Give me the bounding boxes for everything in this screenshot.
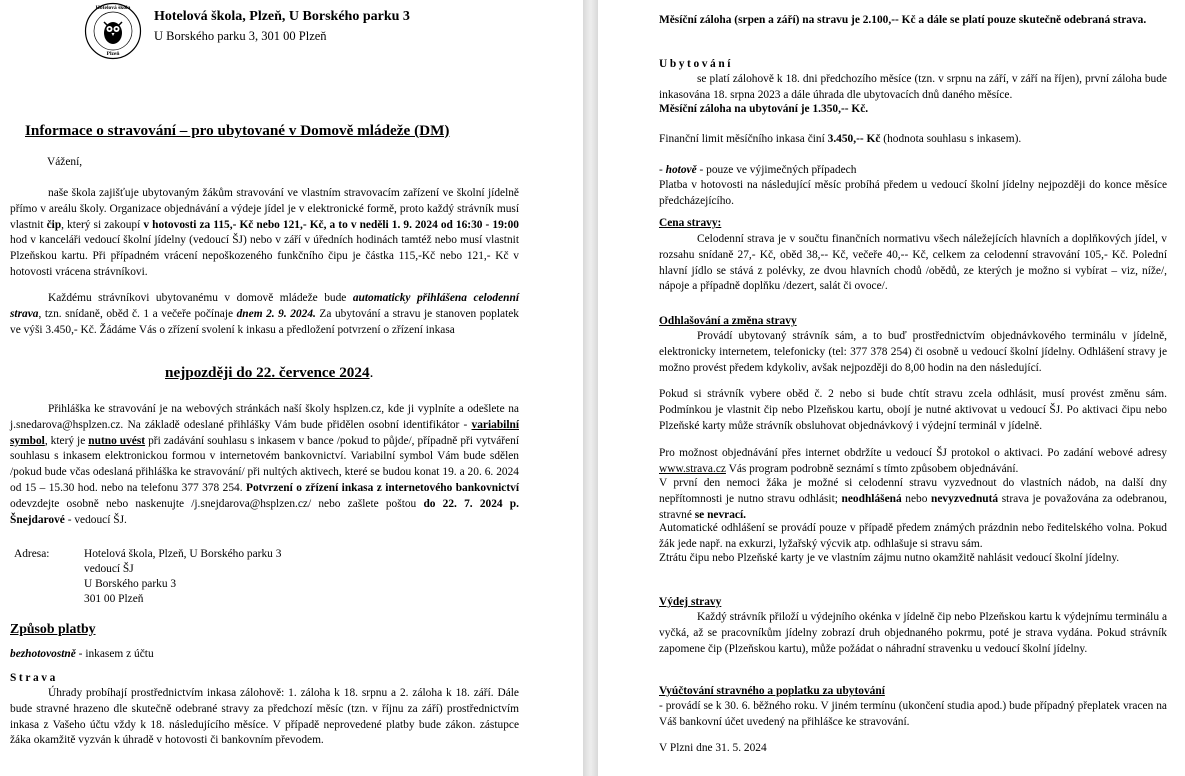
text: , který si zakoupí xyxy=(61,218,144,231)
text: hod v kanceláři vedoucí školní jídelny (vedoucí ŠJ) nebo v září v úředních hodinách tamtéž nebo musí vlastnit Plzeňskou kartu. Při případném vrácení nepoškozeného funkčního čipu je částka 115,-Kč nebo 121,- Kč v hotovosti vrácena strávníkovi. xyxy=(10,234,519,278)
application-paragraph xyxy=(10,402,519,528)
text: Vás program podrobně seznámí s tímto způsobem objednávání. xyxy=(725,462,1019,475)
logo-text-top: Hotelová škola xyxy=(95,5,131,11)
text: . xyxy=(369,364,374,381)
strava-paragraph: Úhrady probíhají prostřednictvím inkasa zálohově: 1. záloha k 18. srpnu a 2. záloha k 18. září. Dále bude stravné hrazeno dle skutečně odebrané stravy za předchozí měsíc (tzn. v říjnu za září) prostřednictvím inkasa z Vašeho účtu vždy k 18. následujícího měsíce. V případě neprovedené platby bude zákon. zástupce žáka okamžitě vyzván k úhradě v hotovosti či bankovním převodem. xyxy=(10,687,519,747)
text-bold: neodhlášená xyxy=(841,492,902,505)
text-bold: nevyzvednutá xyxy=(931,492,999,505)
cashless-line xyxy=(10,647,154,663)
price-heading: Cena stravy: xyxy=(659,217,722,229)
accommodation-paragraph: se platí zálohově k 18. dni předchozího měsíce (tzn. v srpnu na září, v září na říjen), první záloha bude inkasována 18. srpna 2023 a dále úhrada dle ubytovacích dnů daného měsíce. xyxy=(659,73,1167,101)
text: , tzn. snídaně, oběd č. 1 a večeře počínaje xyxy=(38,307,237,320)
text: (hodnota souhlasu s inkasem). xyxy=(880,133,1022,145)
address-label: Adresa: xyxy=(14,548,50,560)
payment-heading: Způsob platby xyxy=(10,621,96,636)
cancellation-paragraph-5: Automatické odhlášení se provádí pouze v případě předem známých prázdnin nebo ředitelského volna. Pokud žák jede např. na exkurzi, lyžařský výcvik atp. odhlašuje si stravu sám. xyxy=(659,522,1167,550)
settlement-heading: Vyúčtování stravného a poplatku za ubytování xyxy=(659,685,885,697)
text-bold-underline: variabilní symbol xyxy=(10,418,519,447)
text-bold: 3.450,-- Kč xyxy=(827,133,881,145)
accommodation-label: Ubytování xyxy=(659,58,734,70)
page-title: Informace o stravování – pro ubytované v Domově mládeže (DM) xyxy=(25,122,450,139)
text-bold: Potvrzení o zřízení inkasa z internetového bankovnictví xyxy=(246,481,519,494)
address-line-1: Hotelová škola, Plzeň, U Borského parku 3 xyxy=(84,548,282,560)
issue-heading: Výdej stravy xyxy=(659,596,722,608)
header-address: U Borského parku 3, 301 00 Plzeň xyxy=(154,29,327,43)
text-bold-italic: automaticky přihlášena celodenní strava xyxy=(10,292,519,320)
text: Každému strávníkovi ubytovanému v domově mládeže bude xyxy=(48,292,353,304)
text-bold: v hotovosti za 115,- Kč nebo 121,- Kč, a to v neděli 1. 9. 2024 od 16:30 - 19:00 xyxy=(143,218,519,231)
text: při zadávání souhlasu s inkasem v bance /pokud to půjde/, případně při vytváření souhlasu s inkasem elektronickou formou v internetovém bankovnictví. Variabilní symbol Vám bude sdělen /pokud bude včas odeslaná přihláška ke stravování/ při nultých aktivech, které se budou konat 19. a 20. 6. 2024 od 15 – 15.30 hod. nebo na telefonu 377 378 254. xyxy=(10,434,520,494)
cancellation-paragraph-4 xyxy=(659,476,1167,523)
text-bold-underline: nutno uvést xyxy=(88,434,146,447)
cancellation-paragraph-2: Pokud si strávník vybere oběd č. 2 nebo si bude chtít stravu zcela odhlásit, musí provést změnu sám. Podmínkou je vlastnit čip nebo Plzeňskou kartu, obojí je nutné aktivovat u vedoucí ŠJ. Po aktivaci čipu nebo Plzeňské karty může strávník obsluhovat objednávkový i výdejní terminál v jídelně. xyxy=(659,388,1167,432)
school-logo xyxy=(84,2,142,60)
text: , který je xyxy=(44,434,89,447)
text: Finanční limit měsíčního inkasa činí xyxy=(659,133,828,145)
text: Přihláška ke stravování je na webových stránkách naší školy hsplzen.cz, kde ji vyplníte a odešlete na j.snedarova@hsplzen.cz. Na základě odeslané přihlášky Vám bude přidělen osobní identifikátor - xyxy=(10,403,519,431)
text: V první den nemoci žáka je možné si celodenní stravu vyzvednout do vlastních nádob, na další dny nepřítomnosti je nutno stravu odhlásit; xyxy=(659,477,1167,505)
cancellation-paragraph-6: Ztrátu čipu nebo Plzeňské karty je ve vlastním zájmu nutno okamžitě nahlásit vedoucí školní jídelny. xyxy=(659,552,1120,564)
settlement-paragraph: - provádí se k 30. 6. běžného roku. V jiném termínu (ukončení studia apod.) bude případný přeplatek vracen na Váš bankovní účet uvedený na přihlášce ke stravování. xyxy=(659,700,1167,728)
address-line-2: vedoucí ŠJ xyxy=(84,563,134,575)
text-bold-italic: hotově xyxy=(665,164,697,176)
auto-registration-paragraph xyxy=(10,291,519,338)
intro-paragraph xyxy=(10,186,519,281)
text-bold: čip xyxy=(46,218,62,231)
deadline: nejpozději do 22. července 2024 xyxy=(165,364,370,381)
text: Pro možnost objednávání přes internet obdržíte u vedoucí ŠJ protokol o aktivaci. Po zadání webové adresy xyxy=(659,447,1167,459)
text: - vedoucí ŠJ. xyxy=(64,513,127,526)
logo-text-bottom: Plzeň xyxy=(106,51,120,57)
text: odevzdejte osobně nebo naskenujte /j.snejdarova@hsplzen.cz/ nebo zašlete poštou xyxy=(10,497,424,510)
strava-link[interactable]: www.strava.cz xyxy=(659,462,726,475)
text-bold: do 22. 7. 2024 p. Šnejdarové xyxy=(10,497,519,526)
accommodation-deposit: Měsíční záloha na ubytování je 1.350,-- Kč. xyxy=(659,103,869,115)
cancellation-paragraph-1: Provádí ubytovaný strávník sám, a to buď prostřednictvím objednávkového terminálu v jídelně, elektronicky internetem, telefonicky (tel: 377 378 254) či osobně u vedoucí školní jídelny. Odhlášení stravy je možno provést předem kdykoliv, avšak nejpozději do 8,00 hodin na den následující. xyxy=(659,330,1167,374)
text-bold: se nevrací. xyxy=(694,508,746,521)
text: strava je považována za odebranou, stravné xyxy=(659,492,1167,521)
header-school-name: Hotelová škola, Plzeň, U Borského parku 3 xyxy=(154,9,410,24)
text: nebo xyxy=(901,492,932,505)
deadline-line xyxy=(165,364,373,382)
left-page xyxy=(0,0,583,776)
address-line-3: U Borského parku 3 xyxy=(84,578,177,590)
salutation: Vážení, xyxy=(47,156,83,168)
text: - xyxy=(659,164,666,176)
cash-paragraph: Platba v hotovosti na následující měsíc probíhá předem u vedoucí školní jídelny nejpozději do konce měsíce předcházejícího. xyxy=(659,179,1167,207)
strava-label: Strava xyxy=(10,672,58,684)
page-gutter xyxy=(583,0,598,776)
monthly-deposit-food: Měsíční záloha (srpen a září) na stravu je 2.100,-- Kč a dále se platí pouze skutečně odebraná strava. xyxy=(659,14,1147,26)
cash-line xyxy=(659,163,856,179)
monthly-limit xyxy=(659,132,1021,148)
text: - pouze ve výjimečných případech xyxy=(696,164,857,176)
address-line-4: 301 00 Plzeň xyxy=(84,593,144,605)
text: Za ubytování a stravu je stanoven poplatek ve výši 3.450,- Kč. Žádáme Vás o zřízení svolení k inkasu a předložení potvrzení o zřízení inkasa xyxy=(10,307,519,336)
cancellation-heading: Odhlašování a změna stravy xyxy=(659,315,797,327)
text: naše škola zajišťuje ubytovaným žákům stravování ve vlastním stravovacím zařízení ve školní jídelně přímo v areálu školy. Organizace objednávání a výdeje jídel je v elektronické formě, proto každý strávník musí vlastnit xyxy=(10,187,519,231)
right-page xyxy=(598,0,1185,776)
text-bold-italic: dnem 2. 9. 2024. xyxy=(236,307,316,320)
cancellation-paragraph-3 xyxy=(659,446,1167,478)
issue-paragraph: Každý strávník přiloží u výdejního okénka v jídelně čip nebo Plzeňskou kartu k výdejnímu terminálu a vyčká, až se pracovníkům jídelny zobrazí druh objednaného pokrmu, poté je strava vydána. Pokud strávník zapomene čip (Plzeňskou kartu), může požádat o náhradní stravenku u vedoucí školní jídelny. xyxy=(659,611,1167,655)
text: - inkasem z účtu xyxy=(75,648,154,660)
text-bold-italic: bezhotovostně xyxy=(10,648,76,660)
price-paragraph: Celodenní strava je v součtu finančních normativu všech náležejících hlavních a doplňkových jídel, v rozsahu snídaně 27,- Kč, oběd 38,-- Kč, večeře 40,-- Kč, celkem za celodenní stravování 105,- Kč. Polední hlavní jídlo se stává z polévky, ze dvou hlavních chodů /obědů, ze kterých je možno si vybírat – viz, níže/, nápoje a případně doplňku /dezert, salát či ovoce/. xyxy=(659,233,1167,293)
date-line: V Plzni dne 31. 5. 2024 xyxy=(659,742,767,754)
